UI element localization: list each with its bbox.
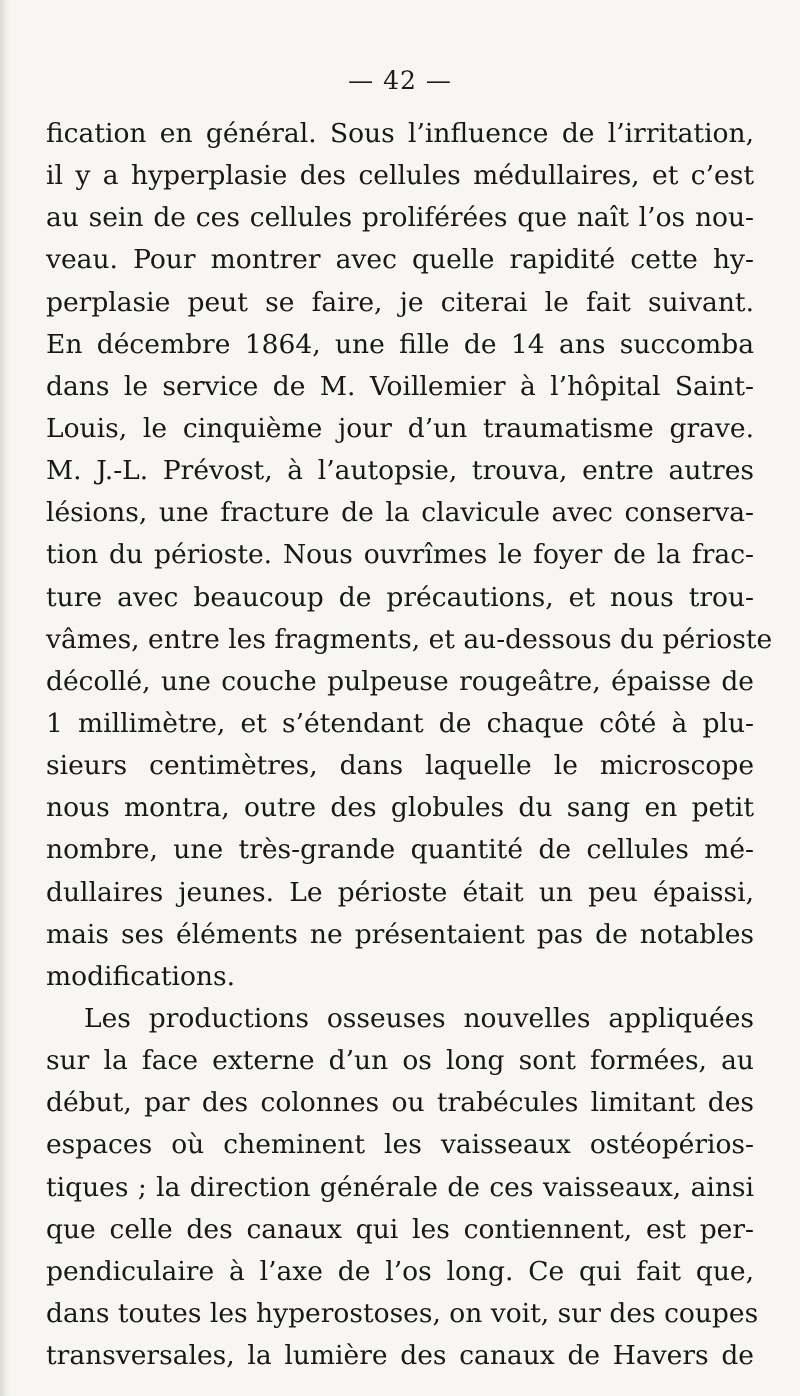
text-line: il y a hyperplasie des cellules médullaires, et c’est <box>46 160 754 192</box>
text-line: veau. Pour montrer avec quelle rapidité cette hy- <box>46 244 754 276</box>
text-line: tion du périoste. Nous ouvrîmes le foyer de la frac- <box>46 539 754 571</box>
text-line: Louis, le cinquième jour d’un traumatisme grave. <box>46 412 754 444</box>
text-line: au sein de ces cellules proliférées que naît l’os nou- <box>46 202 754 234</box>
text-line: dans le service de M. Voillemier à l’hôpital Saint- <box>46 370 754 402</box>
text-line: début, par des colonnes ou trabécules limitant des <box>46 1087 754 1119</box>
text-line: transversales, la lumière des canaux de Havers de <box>46 1340 754 1372</box>
page-edge-shadow <box>0 0 10 1396</box>
body-text <box>46 113 773 1377</box>
text-line: tiques ; la direction générale de ces vaisseaux, ainsi <box>46 1171 754 1203</box>
text-line: sur la face externe d’un os long sont formées, au <box>46 1045 754 1077</box>
page-number: — 42 — <box>348 66 452 95</box>
text-line: fication en général. Sous l’influence de l’irritation, <box>46 118 754 149</box>
text-line: M. J.-L. Prévost, à l’autopsie, trouva, entre autres <box>46 455 754 487</box>
text-line: ture avec beaucoup de précautions, et nous trou- <box>46 581 754 613</box>
text-line: décollé, une couche pulpeuse rougeâtre, épaisse de <box>46 665 754 697</box>
text-line: que celle des canaux qui les contiennent, est per- <box>46 1213 754 1245</box>
text-line: nous montra, outre des globules du sang en petit <box>46 792 754 824</box>
paragraph-end-line: modifications. <box>46 960 236 992</box>
text-line: lésions, une fracture de la clavicule avec conserva- <box>46 497 754 529</box>
text-line: pendiculaire à l’axe de l’os long. Ce qui fait que, <box>46 1255 754 1287</box>
text-line: dullaires jeunes. Le périoste était un peu épaissi, <box>46 876 754 908</box>
text-line: En décembre 1864, une fille de 14 ans succomba <box>46 328 754 360</box>
text-line: perplasie peut se faire, je citerai le fait suivant. <box>46 286 754 318</box>
text-line: dans toutes les hyperostoses, on voit, sur des coupes <box>46 1297 759 1329</box>
text-line: espaces où cheminent les vaisseaux ostéopérios- <box>46 1129 754 1161</box>
text-line: nombre, une très-grande quantité de cellules mé- <box>46 834 754 866</box>
text-line: 1 millimètre, et s’étendant de chaque côté à plu- <box>46 707 754 739</box>
text-line: mais ses éléments ne présentaient pas de notables <box>46 918 754 950</box>
text-line: sieurs centimètres, dans laquelle le microscope <box>46 750 754 782</box>
paragraph-start-line: Les productions osseuses nouvelles appliquées <box>84 1002 754 1034</box>
text-line: vâmes, entre les fragments, et au-dessous du périoste <box>46 623 773 655</box>
